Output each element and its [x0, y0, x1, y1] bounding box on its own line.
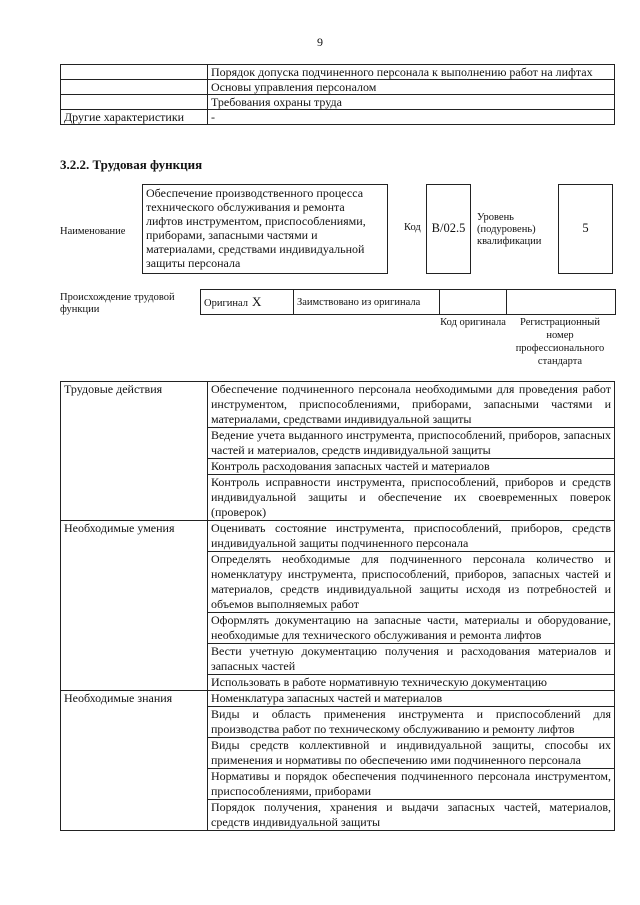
table-cell: Контроль расходования запасных частей и материалов	[208, 459, 615, 475]
table-cell: Оформлять документацию на запасные части, материалы и оборудование, необходимые для технического обслуживания и ремонта лифтов	[208, 613, 615, 644]
group-label-knowledge: Необходимые знания	[61, 691, 208, 831]
code-original-cell	[440, 290, 507, 315]
qualification-level-box: 5	[558, 184, 613, 274]
table-row	[61, 95, 615, 110]
table-cell: Обеспечение подчиненного персонала необходимыми для проведения работ инструментом, приспособлениями, приборами, запасными частями и материалами, средствами индивидуальной защиты	[208, 382, 615, 428]
table-cell: Ведение учета выданного инструмента, приспособлений, приборов, запасных частей и материалов, средств индивидуальной защиты	[208, 428, 615, 459]
table-row	[61, 65, 615, 80]
table-label-cell	[61, 95, 208, 110]
main-table	[60, 381, 615, 831]
borrowed-cell: Заимствовано из оригинала	[294, 290, 440, 315]
table-cell: Вести учетную документацию получения и расходования материалов и запасных частей	[208, 644, 615, 675]
table-cell: Нормативы и порядок обеспечения подчиненного персонала инструментом, приспособлениями, приборами	[208, 769, 615, 800]
table-row	[61, 80, 615, 95]
origin-table	[200, 289, 616, 315]
reg-number-label: Регистрационный номер профессионального стандарта	[515, 317, 605, 367]
table-row	[61, 691, 615, 707]
table-cell: Порядок получения, хранения и выдачи запасных частей, материалов, средств индивидуальной защиты	[208, 800, 615, 831]
table-cell: Оценивать состояние инструмента, приспособлений, приборов, средств индивидуальной защиты подчиненного персонала	[208, 521, 615, 552]
top-table	[60, 64, 615, 125]
table-cell: Номенклатура запасных частей и материалов	[208, 691, 615, 707]
table-label-cell: Другие характеристики	[61, 110, 208, 125]
table-cell: Виды и область применения инструмента и приспособлений для производства работ по техническому обслуживанию и ремонту лифтов	[208, 707, 615, 738]
code-original-label: Код оригинала	[440, 317, 506, 328]
group-label-skills: Необходимые умения	[61, 521, 208, 691]
code-label: Код	[404, 222, 421, 233]
table-cell: Контроль исправности инструмента, приспособлений, приборов и средств индивидуальной защиты и обеспечение их своевременных поверок (проверок)	[208, 475, 615, 521]
table-value-cell: -	[208, 110, 615, 125]
function-name-box: Обеспечение производственного процесса технического обслуживания и ремонта лифтов инструментом, приспособлениями, приборами, запасными частями и материалами, средствами индивидуальной защиты персонала	[142, 184, 388, 274]
table-value-cell: Требования охраны труда	[208, 95, 615, 110]
original-mark: X	[252, 294, 262, 309]
qualification-level-text: Уровень (подуровень) квалификации	[477, 212, 542, 247]
table-value-cell: Основы управления персоналом	[208, 80, 615, 95]
function-code-box: B/02.5	[426, 184, 471, 274]
table-row	[61, 110, 615, 125]
group-label-labor-actions: Трудовые действия	[61, 382, 208, 521]
table-cell: Виды средств коллективной и индивидуальной защиты, способы их применения и нормативы по обеспечению ими подчиненного персонала	[208, 738, 615, 769]
qualification-level-label	[477, 212, 547, 248]
original-label: Оригинал	[204, 298, 248, 309]
table-row	[61, 521, 615, 552]
table-row	[61, 382, 615, 428]
reg-number-cell	[507, 290, 616, 315]
section-title: 3.2.2. Трудовая функция	[60, 157, 203, 172]
table-row	[201, 290, 616, 315]
name-label: Наименование	[60, 226, 126, 237]
page-number: 9	[317, 35, 323, 49]
table-cell: Определять необходимые для подчиненного персонала количество и номенклатуру инструмента, приспособлений, приборов, запасных частей и материалов, средств индивидуальной защиты исходя из потребностей и объемов выполняемых работ	[208, 552, 615, 613]
table-cell: Использовать в работе нормативную техническую документацию	[208, 675, 615, 691]
table-label-cell	[61, 80, 208, 95]
original-cell	[201, 290, 294, 315]
table-label-cell	[61, 65, 208, 80]
table-value-cell: Порядок допуска подчиненного персонала к выполнению работ на лифтах	[208, 65, 615, 80]
origin-label: Происхождение трудовой функции	[60, 292, 175, 315]
